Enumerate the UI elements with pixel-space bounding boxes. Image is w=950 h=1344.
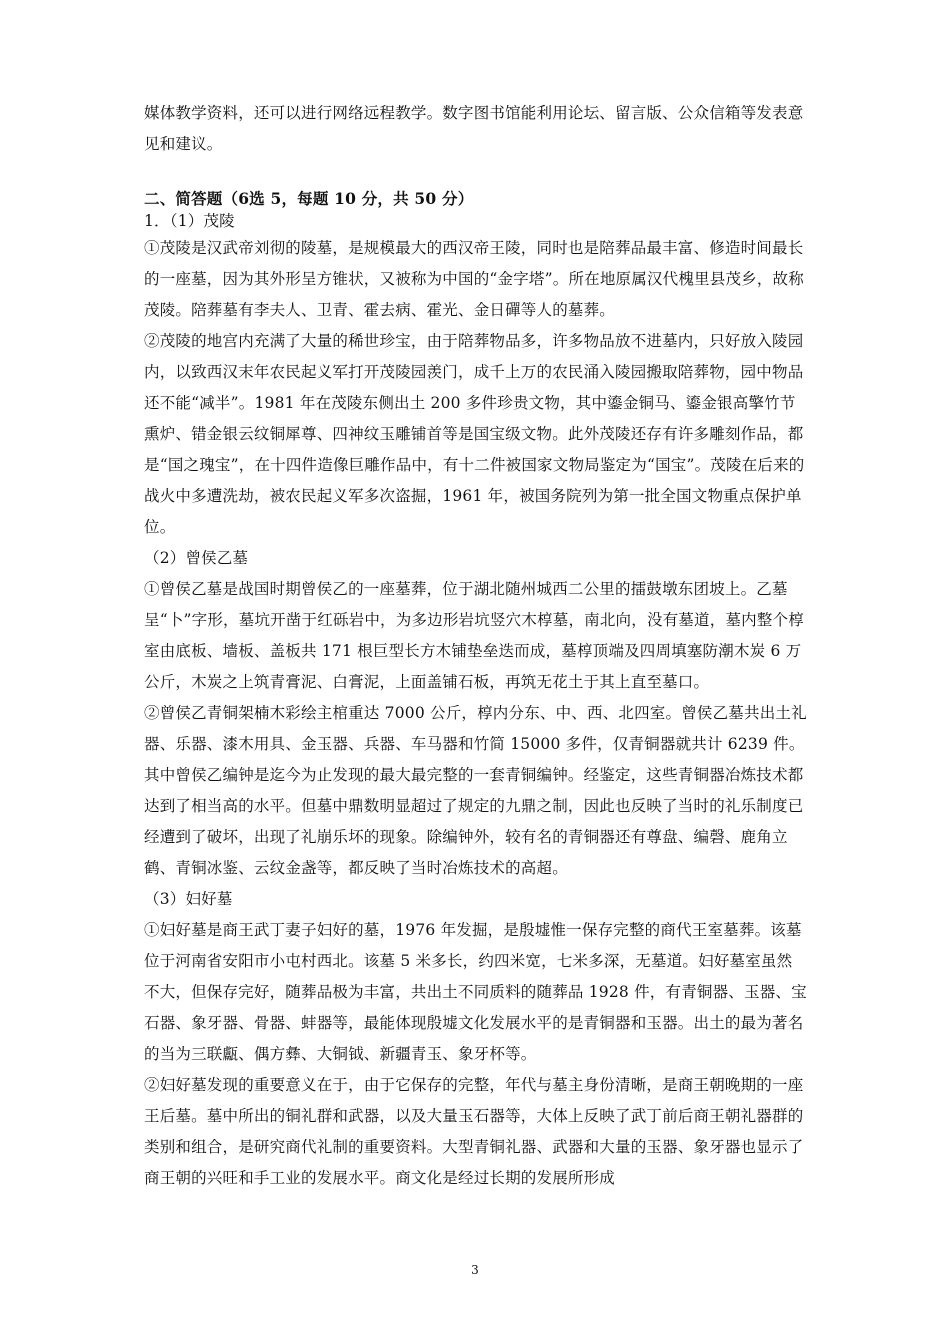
page-content — [144, 98, 808, 1194]
zenghouyi-paragraph-2: ②曾侯乙青铜架楠木彩绘主棺重达 7000 公斤，椁内分东、中、西、北四室。曾侯乙墓共出土礼器、乐器、漆木用具、金玉器、兵器、车马器和竹简 15000 多件，仅青铜器就共计 6239 件。其中曾侯乙编钟是迄今为止发现的最大最完整的一套青铜编钟。经鉴定，这些青铜器冶炼技术都达到了相当高的水平。但墓中鼎数明显超过了规定的九鼎之制，因此也反映了当时的礼乐制度已经遭到了破坏，出现了礼崩乐坏的现象。除编钟外，较有名的青铜器还有尊盘、编磬、鹿角立鹤、青铜冰鉴、云纹金盏等，都反映了当时冶炼技术的高超。 — [144, 704, 807, 877]
fuhao-paragraph-2: ②妇好墓发现的重要意义在于，由于它保存的完整，年代与墓主身份清晰，是商王朝晚期的一座王后墓。墓中所出的铜礼群和武器，以及大量玉石器等，大体上反映了武丁前后商王朝礼器群的类别和组合，是研究商代礼制的重要资料。大型青铜礼器、武器和大量的玉器、象牙器也显示了商王朝的兴旺和手工业的发展水平。商文化是经过长期的发展所形成 — [144, 1076, 804, 1187]
question-1-heading: 1．（1）茂陵 — [144, 212, 235, 230]
zenghouyi-paragraph-1: ①曾侯乙墓是战国时期曾侯乙的一座墓葬，位于湖北随州城西二公里的擂鼓墩东团坡上。乙墓呈“卜”字形，墓坑开凿于红砾岩中，为多边形岩坑竖穴木椁墓，南北向，没有墓道，墓内整个椁室由底板、墙板、盖板共 171 根巨型长方木铺垫垒迭而成，墓椁顶端及四周填塞防潮木炭 6 万公斤，木炭之上筑青膏泥、白膏泥，上面盖铺石板，再筑无花土于其上直至墓口。 — [144, 580, 804, 691]
maoling-paragraph-2: ②茂陵的地宫内充满了大量的稀世珍宝，由于陪葬物品多，许多物品放不进墓内，只好放入陵园内，以致西汉末年农民起义军打开茂陵园羡门，成千上万的农民涌入陵园搬取陪葬物，园中物品还不能“减半”。1981 年在茂陵东侧出土 200 多件珍贵文物，其中鎏金铜马、鎏金银高擎竹节熏炉、错金银云纹铜犀尊、四神纹玉雕铺首等是国宝级文物。此外茂陵还存有许多雕刻作品，都是“国之瑰宝”，在十四件造像巨雕作品中，有十二件被国家文物局鉴定为“国宝”。茂陵在后来的战火中多遭洗劫，被农民起义军多次盗掘，1961 年，被国务院列为第一批全国文物重点保护单位。 — [144, 332, 805, 536]
intro-continuation-paragraph: 媒体教学资料，还可以进行网络远程教学。数字图书馆能利用论坛、留言版、公众信箱等发表意见和建议。 — [144, 104, 804, 153]
fuhao-heading: （3）妇好墓 — [144, 890, 233, 908]
page-number: 3 — [471, 1263, 479, 1277]
maoling-paragraph-1: ①茂陵是汉武帝刘彻的陵墓，是规模最大的西汉帝王陵，同时也是陪葬品最丰富、修造时间最长的一座墓，因为其外形呈方锥状，又被称为中国的“金字塔”。所在地原属汉代槐里县茂乡，故称茂陵。陪葬墓有李夫人、卫青、霍去病、霍光、金日磾等人的墓葬。 — [144, 239, 804, 319]
section-heading: 二、简答题（6选 5，每题 10 分，共 50 分） — [144, 189, 474, 208]
zenghouyi-heading: （2）曾侯乙墓 — [144, 549, 249, 567]
fuhao-paragraph-1: ①妇好墓是商王武丁妻子妇好的墓，1976 年发掘，是殷墟惟一保存完整的商代王室墓葬。该墓位于河南省安阳市小屯村西北。该墓 5 米多长，约四米宽，七米多深，无墓道。妇好墓室虽然不大，但保存完好，随葬品极为丰富，共出土不同质料的随葬品 1928 件，有青铜器、玉器、宝石器、象牙器、骨器、蚌器等，最能体现殷墟文化发展水平的是青铜器和玉器。出土的最为著名的当为三联甗、偶方彝、大铜钺、新疆青玉、象牙杯等。 — [144, 921, 807, 1063]
